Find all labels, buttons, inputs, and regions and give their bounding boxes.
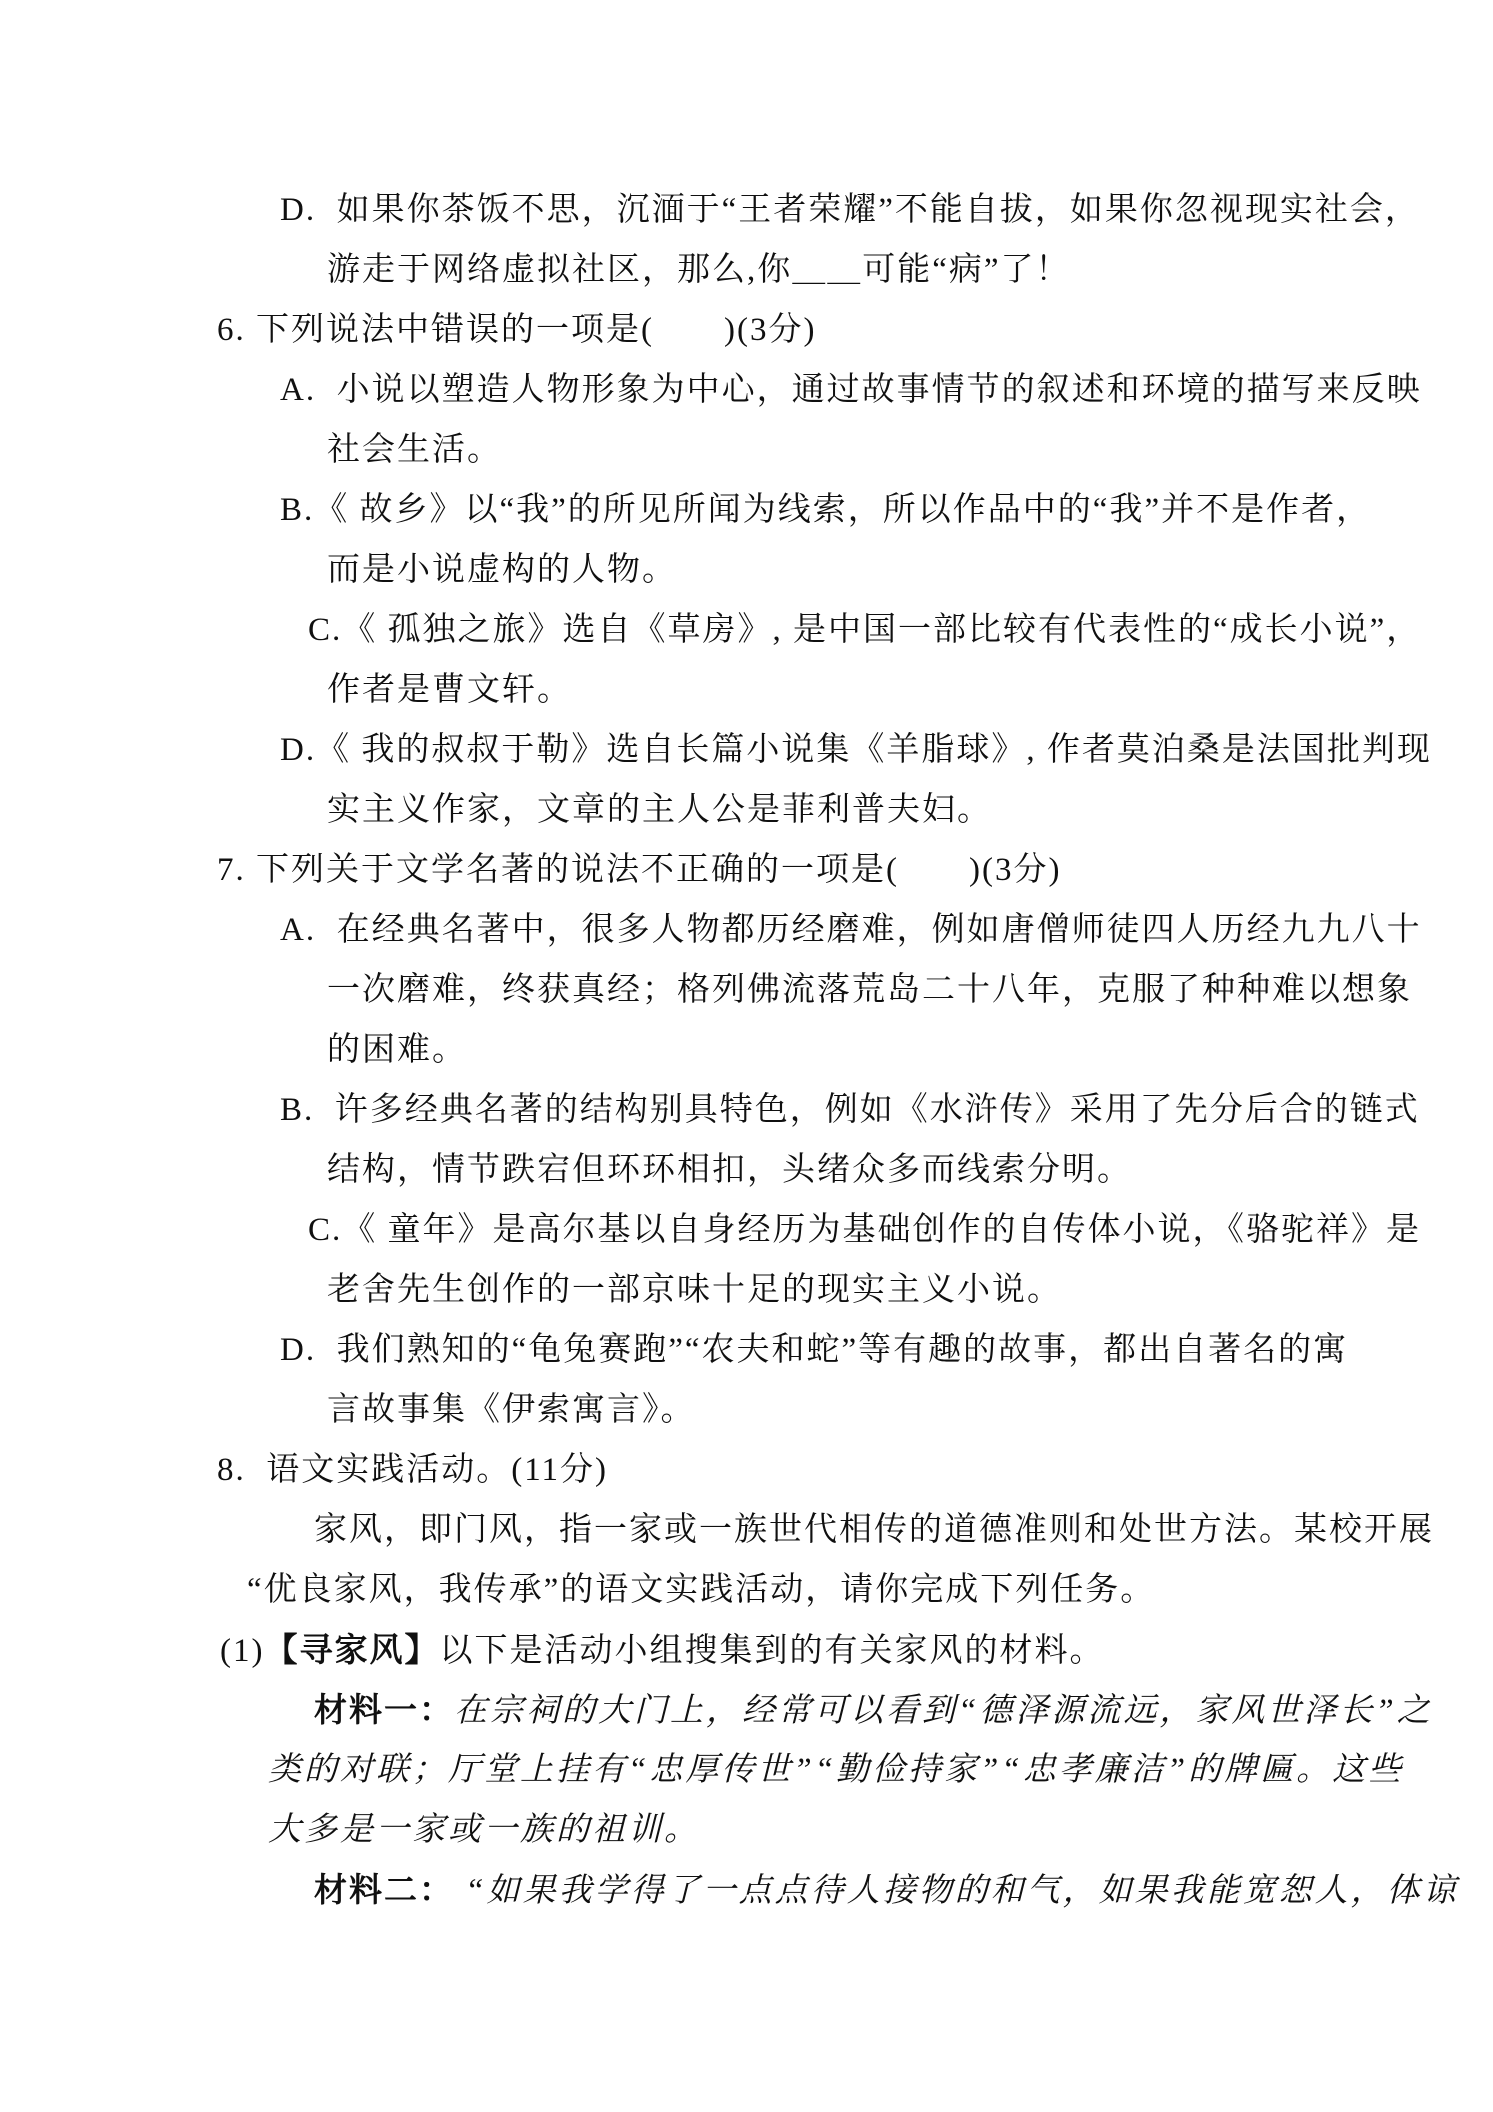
q6-option-b-line2: 而是小说虚构的人物。 — [327, 552, 677, 588]
q6-option-c-line2: 作者是曹文轩。 — [327, 672, 572, 708]
q8-task1-line — [217, 1620, 1437, 1680]
q7-option-a-line2: 一次磨难，终获真经；格列佛流落荒岛二十八年，克服了种种难以想象 — [327, 972, 1412, 1008]
q8-intro-line1: 家风，即门风，指一家或一族世代相传的道德准则和处世方法。某校开展 — [314, 1512, 1434, 1548]
q7-option-c-line2: 老舍先生创作的一部京味十足的现实主义小说。 — [327, 1272, 1062, 1308]
q6-option-b-line1: B.《 故乡》以“我”的所见所闻为线索，所以作品中的“我”并不是作者， — [280, 492, 1372, 528]
material1-label: 材料一： — [314, 1691, 454, 1728]
q7-option-a-line1: A. 在经典名著中，很多人物都历经磨难，例如唐僧师徒四人历经九九八十 — [280, 912, 1422, 948]
material2-line1 — [217, 1860, 1459, 1920]
q8-task1-text: 以下是活动小组搜集到的有关家风的材料。 — [439, 1633, 1105, 1669]
material1-line1 — [217, 1680, 1437, 1740]
q7-option-d-line2: 言故事集《伊索寓言》。 — [327, 1392, 696, 1428]
question-7-stem: 7. 下列关于文学名著的说法不正确的一项是( )(3分) — [217, 852, 1062, 888]
q7-option-c-line1: C.《 童年》是高尔基以自身经历为基础创作的自传体小说，《骆驼祥》是 — [308, 1212, 1422, 1248]
q6-option-d-line2: 实主义作家，文章的主人公是菲利普夫妇。 — [327, 792, 992, 828]
q8-task1-prefix: (1) — [220, 1633, 265, 1669]
material2-label: 材料二： — [314, 1871, 454, 1908]
question-8-stem: 8. 语文实践活动。(11分) — [217, 1452, 609, 1488]
q6-option-d-line1: D.《 我的叔叔于勒》选自长篇小说集《羊脂球》, 作者莫泊桑是法国批判现 — [280, 732, 1432, 768]
q7-option-d-line1: D. 我们熟知的“龟兔赛跑”“农夫和蛇”等有趣的故事，都出自著名的寓 — [280, 1332, 1349, 1368]
q6-option-c-line1: C.《 孤独之旅》选自《草房》, 是中国一部比较有代表性的“成长小说”， — [308, 612, 1422, 648]
q7-option-b-line1: B. 许多经典名著的结构别具特色，例如《水浒传》采用了先分后合的链式 — [280, 1092, 1420, 1128]
q7-option-a-line3: 的困难。 — [327, 1032, 467, 1068]
q8-task1-label: 【寻家风】 — [264, 1631, 440, 1668]
q6-option-a-line2: 社会生活。 — [327, 432, 502, 468]
q5-option-d-line1: D. 如果你茶饭不思，沉湎于“王者荣耀”不能自拔，如果你忽视现实社会， — [280, 192, 1420, 228]
question-6-stem: 6. 下列说法中错误的一项是( )(3分) — [217, 312, 817, 348]
q5-option-d-line2: 游走于网络虚拟社区，那么,你＿＿可能“病”了！ — [327, 252, 1071, 288]
material2-text: “如果我学得了一点点待人接物的和气，如果我能宽恕人，体谅 — [454, 1873, 1459, 1909]
material1-text1: 在宗祠的大门上，经常可以看到“德泽源流远，家风世泽长”之 — [454, 1693, 1433, 1729]
q7-option-b-line2: 结构，情节跌宕但环环相扣，头绪众多而线索分明。 — [327, 1152, 1132, 1188]
material1-line2: 类的对联；厅堂上挂有“忠厚传世”“勤俭持家”“忠孝廉洁”的牌匾。这些 — [268, 1752, 1405, 1788]
exam-text-block — [217, 180, 1459, 1920]
q6-option-a-line1: A. 小说以塑造人物形象为中心，通过故事情节的叙述和环境的描写来反映 — [280, 372, 1422, 408]
material1-line3: 大多是一家或一族的祖训。 — [268, 1812, 700, 1848]
q8-intro-line2: “优良家风，我传承”的语文实践活动，请你完成下列任务。 — [247, 1572, 1156, 1608]
